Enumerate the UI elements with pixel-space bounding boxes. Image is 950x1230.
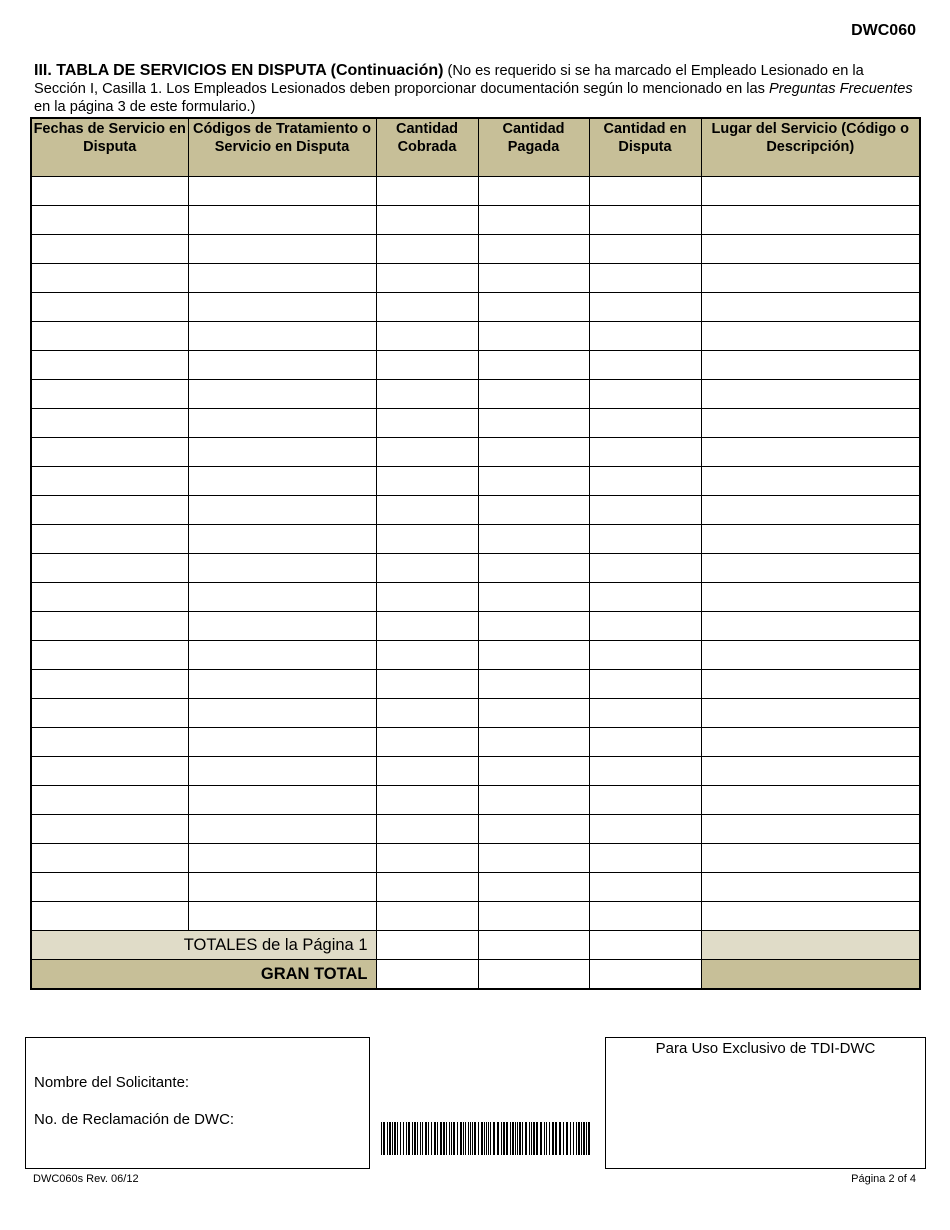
date-cell[interactable]	[31, 786, 188, 815]
table-row	[31, 699, 920, 728]
table-header-row	[31, 118, 920, 177]
disputed-cell[interactable]	[589, 177, 701, 206]
barcode-bar	[412, 1122, 413, 1155]
code-cell[interactable]	[188, 409, 376, 438]
paid-cell[interactable]	[478, 467, 589, 496]
date-cell[interactable]	[31, 235, 188, 264]
section-note-part1: (No es requerido si se ha marcado el Empleado Lesionado en la Sección I, Casilla 1. Los Empleados Lesionados deben proporcionar documentación según lo mencionado en las	[34, 63, 864, 97]
barcode-bar	[408, 1122, 410, 1155]
barcode-bar	[383, 1122, 385, 1155]
code-cell[interactable]	[188, 844, 376, 873]
disputed-cell[interactable]	[589, 293, 701, 322]
disputed-cell[interactable]	[589, 786, 701, 815]
barcode-bar	[481, 1122, 483, 1155]
header-amount-paid: Cantidad Pagada	[478, 118, 589, 177]
code-cell[interactable]	[188, 496, 376, 525]
date-cell[interactable]	[31, 467, 188, 496]
date-cell[interactable]	[31, 699, 188, 728]
disputed-cell[interactable]	[589, 380, 701, 409]
paid-cell[interactable]	[478, 699, 589, 728]
billed-cell[interactable]	[376, 206, 478, 235]
table-row	[31, 757, 920, 786]
table-row	[31, 815, 920, 844]
place-cell[interactable]	[701, 235, 920, 264]
place-cell[interactable]	[701, 815, 920, 844]
billed-cell[interactable]	[376, 844, 478, 873]
code-cell[interactable]	[188, 583, 376, 612]
barcode-bar	[420, 1122, 421, 1155]
code-cell[interactable]	[188, 670, 376, 699]
totals-paid-cell[interactable]	[478, 931, 589, 960]
grand-total-paid-cell[interactable]	[478, 960, 589, 990]
code-cell[interactable]	[188, 467, 376, 496]
table-row	[31, 322, 920, 351]
disputed-cell[interactable]	[589, 728, 701, 757]
totals-disputed-cell[interactable]	[589, 931, 701, 960]
billed-cell[interactable]	[376, 612, 478, 641]
disputed-cell[interactable]	[589, 351, 701, 380]
code-cell[interactable]	[188, 815, 376, 844]
paid-cell[interactable]	[478, 612, 589, 641]
place-cell[interactable]	[701, 641, 920, 670]
date-cell[interactable]	[31, 583, 188, 612]
paid-cell[interactable]	[478, 554, 589, 583]
barcode-bar	[497, 1122, 499, 1155]
paid-cell[interactable]	[478, 525, 589, 554]
disputed-cell[interactable]	[589, 322, 701, 351]
barcode-bar	[531, 1122, 532, 1155]
billed-cell[interactable]	[376, 235, 478, 264]
date-cell[interactable]	[31, 612, 188, 641]
barcode-bar	[501, 1122, 502, 1155]
date-cell[interactable]	[31, 641, 188, 670]
barcode-bar	[578, 1122, 580, 1155]
table-row	[31, 206, 920, 235]
table-row	[31, 293, 920, 322]
code-cell[interactable]	[188, 264, 376, 293]
barcode-bar	[517, 1122, 518, 1155]
barcode-bar	[570, 1122, 571, 1155]
barcode-bar	[417, 1122, 418, 1155]
barcode-bar	[533, 1122, 535, 1155]
table-row	[31, 235, 920, 264]
disputed-cell[interactable]	[589, 525, 701, 554]
barcode-bar	[488, 1122, 489, 1155]
section-note-part2: en la página 3 de este formulario.)	[34, 99, 256, 115]
code-cell[interactable]	[188, 902, 376, 931]
barcode-bar	[493, 1122, 495, 1155]
applicant-name-label: Nombre del Solicitante:	[34, 1074, 190, 1091]
disputed-cell[interactable]	[589, 641, 701, 670]
date-cell[interactable]	[31, 815, 188, 844]
disputed-cell[interactable]	[589, 873, 701, 902]
grand-total-row	[31, 960, 920, 990]
applicant-info-box	[25, 1037, 370, 1169]
date-cell[interactable]	[31, 728, 188, 757]
code-cell[interactable]	[188, 786, 376, 815]
totals-label: TOTALES de la Página 1	[31, 931, 376, 960]
barcode-bar	[425, 1122, 427, 1155]
disputed-cell[interactable]	[589, 902, 701, 931]
table-row	[31, 554, 920, 583]
date-cell[interactable]	[31, 438, 188, 467]
place-cell[interactable]	[701, 409, 920, 438]
barcode-bar	[515, 1122, 516, 1155]
table-row	[31, 786, 920, 815]
barcode-bar	[389, 1122, 391, 1155]
barcode-bar	[566, 1122, 568, 1155]
page-number: Página 2 of 4	[851, 1173, 916, 1185]
place-cell[interactable]	[701, 699, 920, 728]
table-row	[31, 612, 920, 641]
disputed-cell[interactable]	[589, 235, 701, 264]
barcode	[381, 1122, 592, 1155]
barcode-bar	[563, 1122, 564, 1155]
place-cell[interactable]	[701, 844, 920, 873]
date-cell[interactable]	[31, 380, 188, 409]
barcode-bar	[588, 1122, 590, 1155]
table-row	[31, 438, 920, 467]
date-cell[interactable]	[31, 206, 188, 235]
paid-cell[interactable]	[478, 322, 589, 351]
place-cell[interactable]	[701, 351, 920, 380]
paid-cell[interactable]	[478, 177, 589, 206]
paid-cell[interactable]	[478, 728, 589, 757]
barcode-bar	[394, 1122, 396, 1155]
barcode-bar	[434, 1122, 436, 1155]
code-cell[interactable]	[188, 177, 376, 206]
barcode-bar	[460, 1122, 462, 1155]
code-cell[interactable]	[188, 322, 376, 351]
billed-cell[interactable]	[376, 409, 478, 438]
code-cell[interactable]	[188, 757, 376, 786]
place-cell[interactable]	[701, 786, 920, 815]
section-heading	[34, 62, 919, 116]
barcode-bar	[586, 1122, 587, 1155]
header-codes: Códigos de Tratamiento o Servicio en Disputa	[188, 118, 376, 177]
place-cell[interactable]	[701, 873, 920, 902]
barcode-bar	[506, 1122, 508, 1155]
barcode-bar	[397, 1122, 398, 1155]
barcode-bar	[576, 1122, 577, 1155]
table-row	[31, 177, 920, 206]
code-cell[interactable]	[188, 728, 376, 757]
code-cell[interactable]	[188, 293, 376, 322]
table-row	[31, 264, 920, 293]
billed-cell[interactable]	[376, 757, 478, 786]
paid-cell[interactable]	[478, 786, 589, 815]
header-amount-disputed: Cantidad en Disputa	[589, 118, 701, 177]
barcode-bar	[440, 1122, 442, 1155]
paid-cell[interactable]	[478, 815, 589, 844]
barcode-bar	[428, 1122, 429, 1155]
billed-cell[interactable]	[376, 438, 478, 467]
header-dates: Fechas de Servicio en Disputa	[31, 118, 188, 177]
paid-cell[interactable]	[478, 496, 589, 525]
barcode-bar	[486, 1122, 487, 1155]
paid-cell[interactable]	[478, 206, 589, 235]
place-cell[interactable]	[701, 177, 920, 206]
billed-cell[interactable]	[376, 264, 478, 293]
place-cell[interactable]	[701, 554, 920, 583]
barcode-bar	[525, 1122, 527, 1155]
barcode-bar	[392, 1122, 393, 1155]
code-cell[interactable]	[188, 351, 376, 380]
disputed-cell[interactable]	[589, 496, 701, 525]
billed-cell[interactable]	[376, 728, 478, 757]
place-cell[interactable]	[701, 496, 920, 525]
barcode-bar	[546, 1122, 547, 1155]
place-cell[interactable]	[701, 264, 920, 293]
barcode-bar	[583, 1122, 585, 1155]
paid-cell[interactable]	[478, 235, 589, 264]
barcode-bar	[503, 1122, 505, 1155]
place-cell[interactable]	[701, 293, 920, 322]
disputed-cell[interactable]	[589, 206, 701, 235]
date-cell[interactable]	[31, 873, 188, 902]
disputed-cell[interactable]	[589, 409, 701, 438]
billed-cell[interactable]	[376, 873, 478, 902]
date-cell[interactable]	[31, 177, 188, 206]
table-row	[31, 496, 920, 525]
totals-row	[31, 931, 920, 960]
billed-cell[interactable]	[376, 496, 478, 525]
paid-cell[interactable]	[478, 293, 589, 322]
barcode-bar	[472, 1122, 473, 1155]
barcode-bar	[449, 1122, 450, 1155]
barcode-bar	[519, 1122, 521, 1155]
date-cell[interactable]	[31, 322, 188, 351]
barcode-bar	[403, 1122, 404, 1155]
disputed-services-table	[30, 117, 921, 990]
barcode-bar	[549, 1122, 550, 1155]
header-place-of-service: Lugar del Servicio (Código o Descripción)	[701, 118, 920, 177]
place-cell[interactable]	[701, 380, 920, 409]
billed-cell[interactable]	[376, 293, 478, 322]
code-cell[interactable]	[188, 380, 376, 409]
paid-cell[interactable]	[478, 873, 589, 902]
barcode-bar	[490, 1122, 491, 1155]
place-cell[interactable]	[701, 525, 920, 554]
barcode-bar	[437, 1122, 438, 1155]
barcode-bar	[468, 1122, 469, 1155]
office-use-title: Para Uso Exclusivo de TDI-DWC	[655, 1040, 876, 1057]
billed-cell[interactable]	[376, 467, 478, 496]
paid-cell[interactable]	[478, 641, 589, 670]
barcode-bar	[536, 1122, 538, 1155]
barcode-bar	[512, 1122, 514, 1155]
barcode-bar	[387, 1122, 388, 1155]
form-revision: DWC060s Rev. 06/12	[33, 1173, 139, 1185]
code-cell[interactable]	[188, 873, 376, 902]
disputed-cell[interactable]	[589, 815, 701, 844]
place-cell[interactable]	[701, 206, 920, 235]
barcode-bar	[381, 1122, 382, 1155]
place-cell[interactable]	[701, 757, 920, 786]
barcode-bar	[522, 1122, 523, 1155]
billed-cell[interactable]	[376, 351, 478, 380]
office-use-box	[605, 1037, 926, 1169]
code-cell[interactable]	[188, 699, 376, 728]
barcode-bar	[559, 1122, 561, 1155]
barcode-bar	[544, 1122, 545, 1155]
paid-cell[interactable]	[478, 902, 589, 931]
date-cell[interactable]	[31, 670, 188, 699]
paid-cell[interactable]	[478, 351, 589, 380]
disputed-cell[interactable]	[589, 467, 701, 496]
table-row	[31, 670, 920, 699]
grand-total-billed-cell[interactable]	[376, 960, 478, 990]
paid-cell[interactable]	[478, 757, 589, 786]
table-row	[31, 728, 920, 757]
disputed-cell[interactable]	[589, 264, 701, 293]
date-cell[interactable]	[31, 496, 188, 525]
dwc-claim-number-label: No. de Reclamación de DWC:	[34, 1111, 235, 1128]
billed-cell[interactable]	[376, 322, 478, 351]
billed-cell[interactable]	[376, 554, 478, 583]
paid-cell[interactable]	[478, 264, 589, 293]
billed-cell[interactable]	[376, 670, 478, 699]
date-cell[interactable]	[31, 525, 188, 554]
paid-cell[interactable]	[478, 409, 589, 438]
disputed-cell[interactable]	[589, 554, 701, 583]
barcode-bar	[552, 1122, 554, 1155]
table-row	[31, 409, 920, 438]
table-row	[31, 467, 920, 496]
place-cell[interactable]	[701, 467, 920, 496]
barcode-bar	[573, 1122, 574, 1155]
barcode-bar	[457, 1122, 458, 1155]
table-row	[31, 583, 920, 612]
barcode-bar	[465, 1122, 466, 1155]
barcode-bar	[451, 1122, 452, 1155]
table-row	[31, 525, 920, 554]
barcode-bar	[470, 1122, 471, 1155]
paid-cell[interactable]	[478, 438, 589, 467]
barcode-bar	[510, 1122, 511, 1155]
billed-cell[interactable]	[376, 583, 478, 612]
place-cell[interactable]	[701, 438, 920, 467]
date-cell[interactable]	[31, 293, 188, 322]
paid-cell[interactable]	[478, 380, 589, 409]
billed-cell[interactable]	[376, 177, 478, 206]
date-cell[interactable]	[31, 902, 188, 931]
paid-cell[interactable]	[478, 670, 589, 699]
barcode-bar	[414, 1122, 416, 1155]
table-row	[31, 380, 920, 409]
table-row	[31, 351, 920, 380]
date-cell[interactable]	[31, 844, 188, 873]
place-cell[interactable]	[701, 583, 920, 612]
paid-cell[interactable]	[478, 583, 589, 612]
code-cell[interactable]	[188, 641, 376, 670]
code-cell[interactable]	[188, 525, 376, 554]
place-cell[interactable]	[701, 902, 920, 931]
table-row	[31, 641, 920, 670]
section-title: III. TABLA DE SERVICIOS EN DISPUTA (Continuación)	[34, 62, 444, 79]
barcode-bar	[422, 1122, 423, 1155]
disputed-cell[interactable]	[589, 757, 701, 786]
barcode-bar	[443, 1122, 445, 1155]
place-cell[interactable]	[701, 612, 920, 641]
form-id: DWC060	[851, 22, 916, 39]
billed-cell[interactable]	[376, 786, 478, 815]
date-cell[interactable]	[31, 264, 188, 293]
billed-cell[interactable]	[376, 641, 478, 670]
table-row	[31, 902, 920, 931]
barcode-bar	[431, 1122, 432, 1155]
barcode-bar	[540, 1122, 542, 1155]
disputed-cell[interactable]	[589, 612, 701, 641]
header-amount-billed: Cantidad Cobrada	[376, 118, 478, 177]
date-cell[interactable]	[31, 409, 188, 438]
billed-cell[interactable]	[376, 902, 478, 931]
place-cell[interactable]	[701, 670, 920, 699]
paid-cell[interactable]	[478, 844, 589, 873]
date-cell[interactable]	[31, 554, 188, 583]
barcode-bar	[463, 1122, 464, 1155]
barcode-bar	[446, 1122, 447, 1155]
billed-cell[interactable]	[376, 815, 478, 844]
code-cell[interactable]	[188, 554, 376, 583]
barcode-bar	[478, 1122, 479, 1155]
code-cell[interactable]	[188, 206, 376, 235]
billed-cell[interactable]	[376, 525, 478, 554]
table-row	[31, 844, 920, 873]
billed-cell[interactable]	[376, 380, 478, 409]
barcode-bar	[581, 1122, 582, 1155]
totals-shaded-cell	[701, 931, 920, 960]
disputed-cell[interactable]	[589, 438, 701, 467]
code-cell[interactable]	[188, 612, 376, 641]
barcode-bar	[453, 1122, 455, 1155]
totals-billed-cell[interactable]	[376, 931, 478, 960]
disputed-cell[interactable]	[589, 583, 701, 612]
barcode-bar	[406, 1122, 407, 1155]
grand-total-disputed-cell[interactable]	[589, 960, 701, 990]
code-cell[interactable]	[188, 235, 376, 264]
table-row	[31, 873, 920, 902]
date-cell[interactable]	[31, 351, 188, 380]
disputed-cell[interactable]	[589, 699, 701, 728]
place-cell[interactable]	[701, 728, 920, 757]
barcode-bar	[555, 1122, 557, 1155]
disputed-cell[interactable]	[589, 670, 701, 699]
barcode-bar	[400, 1122, 401, 1155]
billed-cell[interactable]	[376, 699, 478, 728]
place-cell[interactable]	[701, 322, 920, 351]
code-cell[interactable]	[188, 438, 376, 467]
barcode-bar	[474, 1122, 476, 1155]
disputed-cell[interactable]	[589, 844, 701, 873]
section-note-italic: Preguntas Frecuentes	[769, 81, 913, 97]
grand-total-shaded-cell	[701, 960, 920, 990]
grand-total-label: GRAN TOTAL	[31, 960, 376, 990]
date-cell[interactable]	[31, 757, 188, 786]
barcode-bar	[529, 1122, 530, 1155]
barcode-bar	[484, 1122, 485, 1155]
